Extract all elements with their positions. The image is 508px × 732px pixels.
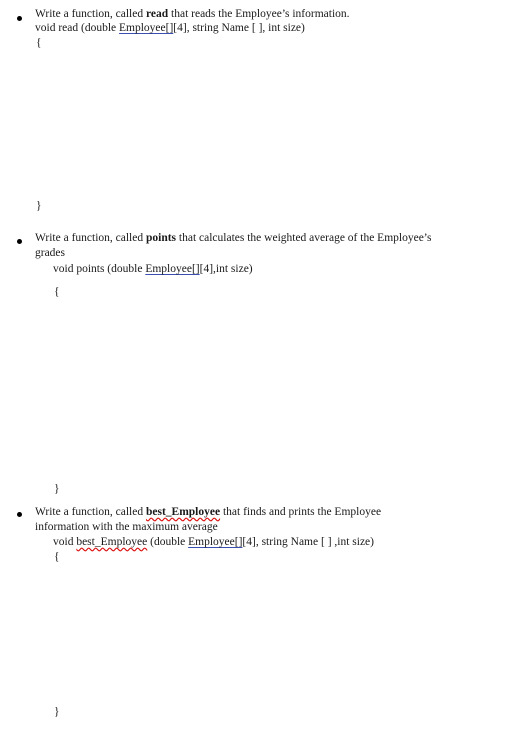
item3-description bbox=[35, 505, 381, 519]
item2-description bbox=[35, 231, 431, 245]
item3-text-before: Write a function, called bbox=[35, 506, 146, 518]
item3-function-name: best_Employee bbox=[145, 506, 221, 518]
item1-sig-after: [4], string Name [ ], int size) bbox=[173, 22, 305, 34]
item1-description bbox=[35, 7, 350, 21]
item3-description-cont: information with the maximum average bbox=[35, 521, 218, 533]
item2-text-before: Write a function, called bbox=[35, 232, 146, 244]
item1-sig-underlined: Employee[] bbox=[119, 22, 174, 34]
item1-text-before: Write a function, called bbox=[35, 8, 146, 20]
item2-sig-before: void points (double bbox=[53, 263, 146, 275]
item2-close-brace: } bbox=[54, 483, 60, 495]
item3-signature bbox=[53, 535, 374, 549]
item3-sig-mid: (double bbox=[147, 536, 189, 548]
item3-open-brace: { bbox=[54, 551, 60, 563]
item2-signature bbox=[53, 262, 253, 276]
item1-sig-before: void read (double bbox=[35, 22, 119, 34]
item2-function-name: points bbox=[145, 232, 177, 244]
item3-sig-function-name: best_Employee bbox=[76, 536, 148, 548]
item1-function-name: read bbox=[145, 8, 169, 20]
item1-text-after: that reads the Employee’s information. bbox=[168, 8, 350, 20]
item1-close-brace: } bbox=[36, 200, 42, 212]
item1-open-brace: { bbox=[36, 37, 42, 49]
item2-sig-underlined: Employee[] bbox=[145, 263, 200, 275]
item2-sig-after: [4],int size) bbox=[199, 263, 253, 275]
item2-description-cont: grades bbox=[35, 247, 66, 259]
bullet-icon bbox=[17, 512, 22, 517]
item3-text-after: that finds and prints the Employee bbox=[220, 506, 382, 518]
item3-sig-before: void bbox=[53, 536, 77, 548]
item3-sig-after: [4], string Name [ ] ,int size) bbox=[242, 536, 374, 548]
item2-text-after: that calculates the weighted average of the Employee’s bbox=[176, 232, 432, 244]
item3-close-brace: } bbox=[54, 706, 60, 718]
item3-sig-underlined: Employee[] bbox=[188, 536, 243, 548]
bullet-icon bbox=[17, 16, 22, 21]
item1-signature bbox=[35, 21, 305, 35]
item2-open-brace: { bbox=[54, 286, 60, 298]
bullet-icon bbox=[17, 239, 22, 244]
